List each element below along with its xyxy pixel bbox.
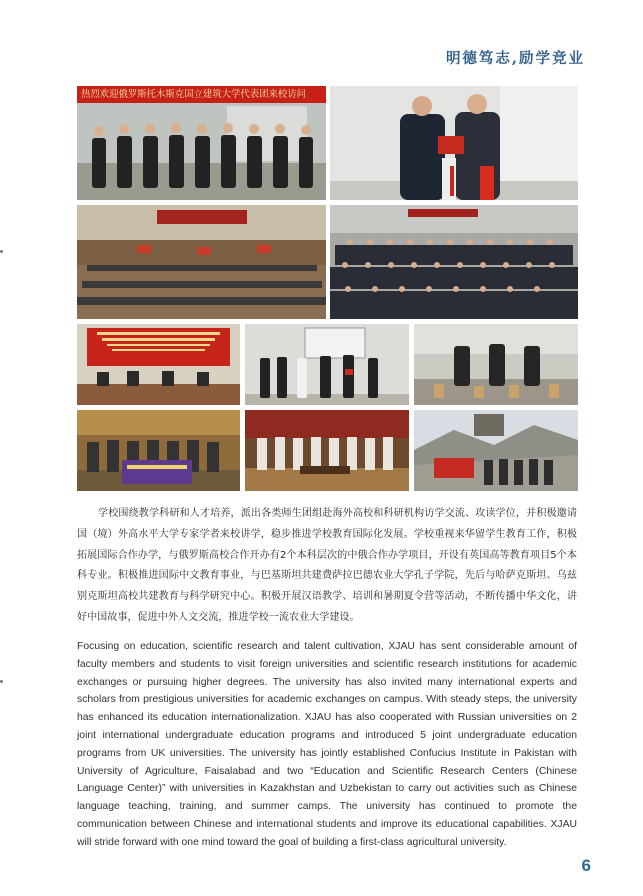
body-text-chinese: 学校围绕教学科研和人才培养，派出各类师生团组赴海外高校和科研机构访学交流、攻读学位，并积极邀请国（境）外高水平大学专家学者来校讲学，稳步推进学校教育国际化发展。学校重视来华留学生教育工作，积极拓展国际合作办学，与俄罗斯高校合作开办有2个本科层次的中俄合作办学项目，开设有英国高等教育项目5个本科专业。积极推进国际中文教育事业，与巴基斯坦共建费萨拉巴德农业大学孔子学院，先后与哈萨克斯坦、乌兹别克斯坦高校共建教育与科学研究中心。积极开展汉语教学、培训和暑期夏令营等活动，不断传播中华文化，讲好中国故事，促进中外人文交流，推进学校一流农业大学建设。	[77, 508, 577, 623]
binding-hole	[0, 680, 3, 683]
photo-lab-visit	[414, 324, 578, 405]
photo-red-banner-event	[77, 324, 240, 405]
body-text-english: Focusing on education, scientific research and talent cultivation, XJAU has sent considerable amount of faculty members and students to visit foreign universities and scientific research institutions for academic exchanges or pursuing higher degrees. The university has also invited many international experts and scholars from prestigious universities for academic exchanges on campus. With steady steps, the university has enhanced its education internationalization. XJAU has also cooperated with Russian universities on 2 joint international undergraduate education programs and introduced 5 joint undergraduate education programs from UK universities. The university has jointly established Confucius Institute in Pakistan with University of Agriculture, Faisalabad and two “Education and Scientific Research Centers (Chinese Language Center)” with universities in Kazakhstan and Uzbekistan to carry out activities such as Chinese language teaching, training, and summer camps. The university has continued to promote the communication between Chinese and international students and improve its educational capabilities. XJAU will stride forward with one mind toward the goal of building a first-class agricultural university.	[77, 641, 577, 848]
photo-large-group	[330, 205, 578, 319]
photo-handshake-agreement	[330, 86, 578, 200]
photo-presentation-room	[245, 324, 409, 405]
photo-russian-delegation-group	[77, 86, 326, 200]
photo-cultural-performance	[245, 410, 409, 491]
banner-caption: 热烈欢迎俄罗斯托木斯克国立建筑大学代表团来校访问	[77, 86, 326, 103]
photo-conference-hall	[77, 205, 326, 319]
photo-outdoor-group	[77, 410, 240, 491]
page-number: 6	[581, 856, 591, 875]
binding-hole	[0, 250, 3, 253]
page-motto: 明德笃志,励学竞业	[445, 50, 585, 67]
photo-great-wall	[414, 410, 578, 491]
